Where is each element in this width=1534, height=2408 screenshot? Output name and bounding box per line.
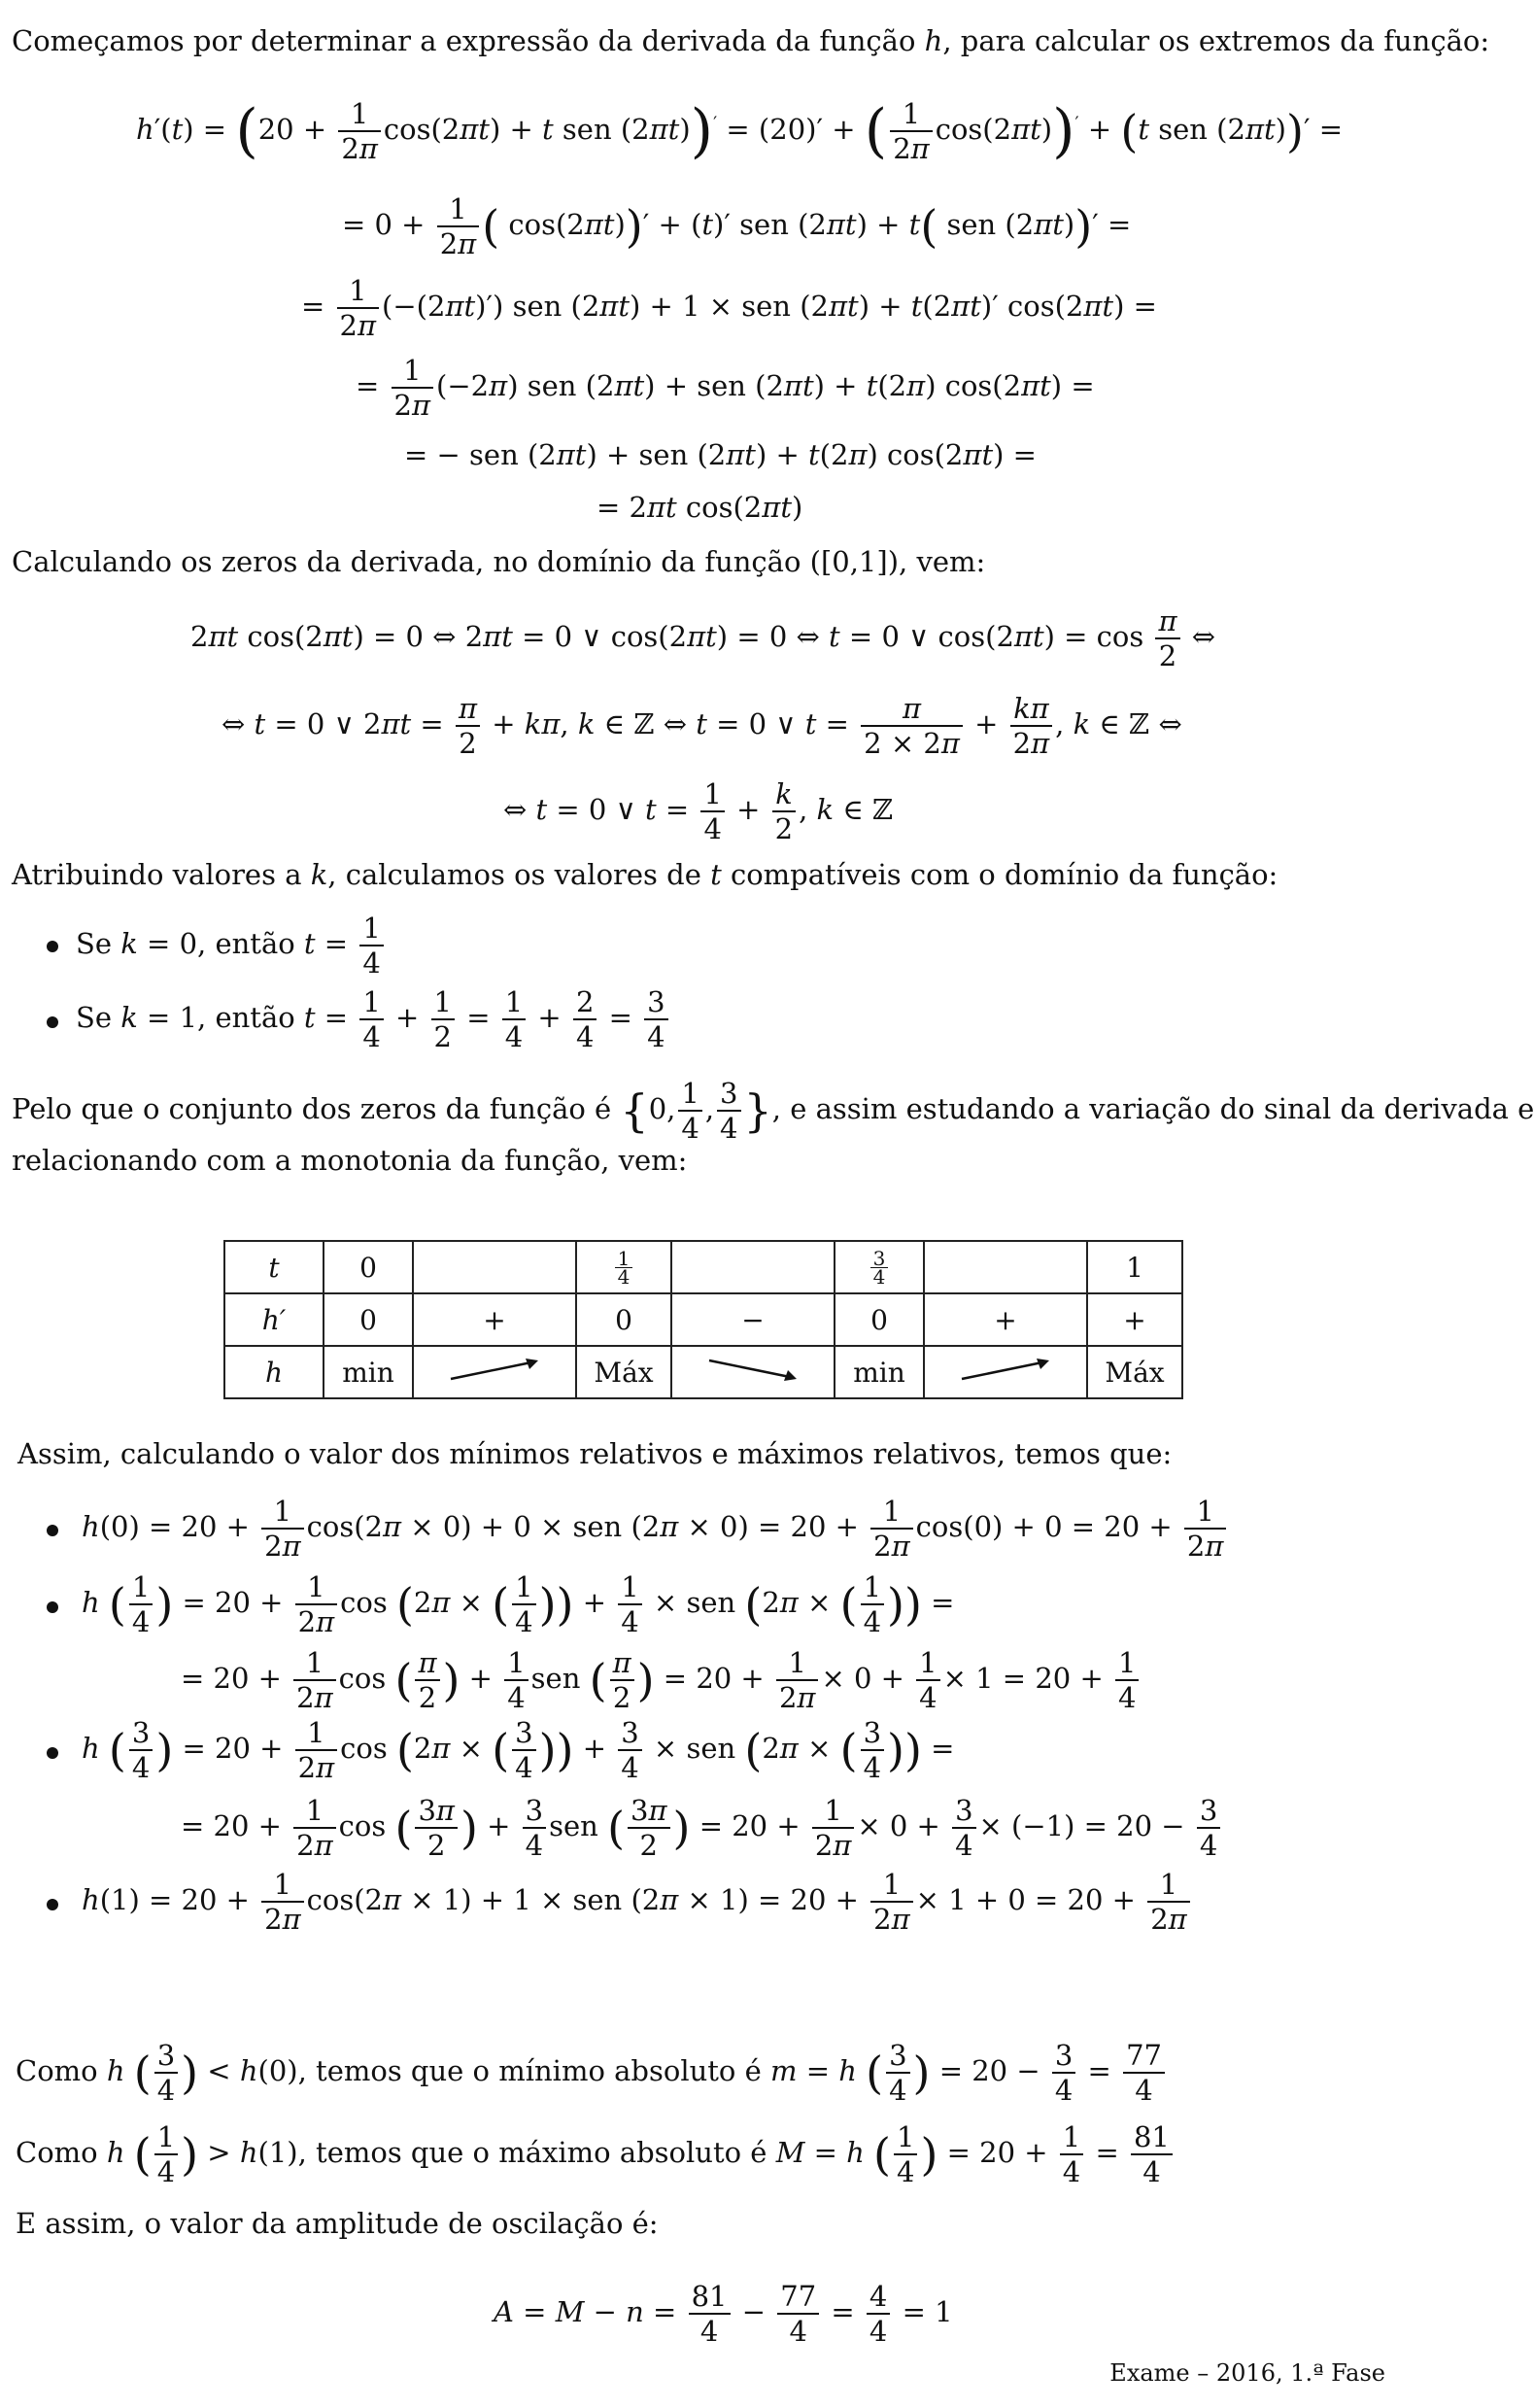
table-cell — [413, 1241, 576, 1293]
bullet — [47, 1016, 58, 1028]
table-row-h — [224, 1346, 1182, 1398]
table-cell — [924, 1346, 1087, 1398]
bullet — [47, 1899, 58, 1910]
table-cell: t — [224, 1241, 324, 1293]
derivative-line-4: = $\frac{1}{2\pi}$ (−2π) sen (2πt) + sen (2πt) + t(2π) cos(2πt) = — [356, 354, 1095, 422]
amplitude-formula: A = M − n = $\frac{81}{4}$ − $\frac{77}{4}$ = $\frac{4}{4}$ = 1 — [494, 2280, 953, 2348]
k-item-1: Se k = 0, então t = $\frac{1}{4}$ — [76, 912, 387, 980]
derivative-line-6: = 2πt cos(2πt) — [597, 491, 803, 524]
bullet — [47, 941, 58, 952]
bullet — [47, 1747, 58, 1759]
bullet — [47, 1601, 58, 1613]
zeros-line-1: 2πt cos(2πt) = 0 ⇔ 2πt = 0 ∨ cos(2πt) = 0 ⇔ t = 0 ∨ cos(2πt) = cos $\frac{\pi}{2}$ ⇔ — [190, 604, 1216, 672]
increasing-arrow-icon — [957, 1355, 1054, 1384]
table-row-derivative — [224, 1293, 1182, 1346]
zeros-line-2: ⇔ t = 0 ∨ 2πt = $\frac{\pi}{2}$ + kπ, k ∈ ℤ ⇔ t = 0 ∨ t = $\frac{\pi}{2 \times 2\pi}$ + $\frac{k\pi}{2\pi}$ , k ∈ ℤ ⇔ — [222, 692, 1182, 760]
calc-intro: Assim, calculando o valor dos mínimos relativos e máximos relativos, temos que: — [17, 1437, 1173, 1470]
increasing-arrow-icon — [446, 1355, 543, 1384]
table-cell: min — [835, 1346, 924, 1398]
table-cell: Máx — [1087, 1346, 1182, 1398]
table-cell: − — [671, 1293, 835, 1346]
table-cell: $\frac{1}{4}$ — [576, 1241, 671, 1293]
set-text-1: Pelo que o conjunto dos zeros da função é {0, $\frac{1}{4}$ , $\frac{3}{4}$ }, e assim estudando a variação do sinal da derivada e — [12, 1077, 1534, 1145]
como-maximum: Como h ( $\frac{1}{4}$ ) > h(1), temos que o máximo absoluto é M = h ( $\frac{1}{4}$ ) = 20 + $\frac{1}{4}$ = $\frac{81}{4}$ — [16, 2120, 1176, 2188]
table-cell: h — [224, 1346, 324, 1398]
table-cell — [671, 1346, 835, 1398]
table-cell — [671, 1241, 835, 1293]
bullet — [47, 1525, 58, 1536]
derivative-line-3: = $\frac{1}{2\pi}$ (−(2πt)′) sen (2πt) + 1 × sen (2πt) + t(2πt)′ cos(2πt) = — [301, 274, 1157, 342]
zeros-intro: Calculando os zeros da derivada, no domínio da função ([0,1]), vem: — [12, 545, 986, 578]
table-cell: 1 — [1087, 1241, 1182, 1293]
k-item-2: Se k = 1, então t = $\frac{1}{4}$ + $\frac{1}{2}$ = $\frac{1}{4}$ + $\frac{2}{4}$ = $\frac{3}{4}$ — [76, 985, 671, 1053]
calc-h0: h(0) = 20 + $\frac{1}{2\pi}$ cos(2π × 0) + 0 × sen (2π × 0) = 20 + $\frac{1}{2\pi}$ cos(0) + 0 = 20 + $\frac{1}{2\pi}$ — [82, 1495, 1229, 1563]
table-row-t — [224, 1241, 1182, 1293]
derivative-line-1: h′(t) = (20 + $\frac{1}{2\pi}$ cos(2πt) + t sen (2πt))′ = (20)′ + ( $\frac{1}{2\pi}$ cos(2πt))′ + (t sen (2πt))′ = — [136, 97, 1344, 165]
table-cell: + — [924, 1293, 1087, 1346]
calc-h-quarter-2: = 20 + $\frac{1}{2\pi}$ cos ( $\frac{\pi}{2}$ ) + $\frac{1}{4}$ sen ( $\frac{\pi}{2}$ ) = 20 + $\frac{1}{2\pi}$ × 0 + $\frac{1}{4}$ × 1 = 20 + $\frac{1}{4}$ — [181, 1646, 1142, 1714]
amplitude-intro: E assim, o valor da amplitude de oscilação é: — [16, 2207, 659, 2240]
table-cell: Máx — [576, 1346, 671, 1398]
table-cell: h′ — [224, 1293, 324, 1346]
table-cell: $\frac{3}{4}$ — [835, 1241, 924, 1293]
set-text-2: relacionando com a monotonia da função, vem: — [12, 1144, 688, 1177]
table-cell: 0 — [324, 1241, 413, 1293]
variation-table — [223, 1240, 1183, 1399]
calc-h-three-quarters-2: = 20 + $\frac{1}{2\pi}$ cos ( $\frac{3\pi}{2}$ ) + $\frac{3}{4}$ sen ( $\frac{3\pi}{2}$ ) = 20 + $\frac{1}{2\pi}$ × 0 + $\frac{3}{4}$ × (−1) = 20 − $\frac{3}{4}$ — [181, 1794, 1223, 1862]
intro-text: Começamos por determinar a expressão da derivada da função h, para calcular os extremos da função: — [12, 24, 1490, 57]
calc-h1: h(1) = 20 + $\frac{1}{2\pi}$ cos(2π × 1) + 1 × sen (2π × 1) = 20 + $\frac{1}{2\pi}$ × 1 + 0 = 20 + $\frac{1}{2\pi}$ — [82, 1868, 1193, 1936]
calc-h-three-quarters: h ( $\frac{3}{4}$ ) = 20 + $\frac{1}{2\pi}$ cos (2π × ( $\frac{3}{4}$ )) + $\frac{3}{4}$ × sen (2π × ( $\frac{3}{4}$ )) = — [82, 1716, 955, 1784]
zeros-line-3: ⇔ t = 0 ∨ t = $\frac{1}{4}$ + $\frac{k}{2}$ , k ∈ ℤ — [503, 777, 894, 845]
derivative-line-5: = − sen (2πt) + sen (2πt) + t(2π) cos(2πt) = — [404, 438, 1037, 471]
table-cell: min — [324, 1346, 413, 1398]
table-cell: 0 — [576, 1293, 671, 1346]
k-intro: Atribuindo valores a k, calculamos os valores de t compatíveis com o domínio da função: — [12, 858, 1278, 891]
table-cell — [924, 1241, 1087, 1293]
table-cell: 0 — [324, 1293, 413, 1346]
calc-h-quarter: h ( $\frac{1}{4}$ ) = 20 + $\frac{1}{2\pi}$ cos (2π × ( $\frac{1}{4}$ )) + $\frac{1}{4}$ × sen (2π × ( $\frac{1}{4}$ )) = — [82, 1570, 955, 1638]
derivative-line-2: = 0 + $\frac{1}{2\pi}$ ( cos(2πt))′ + (t)′ sen (2πt) + t( sen (2πt))′ = — [342, 192, 1132, 260]
table-cell: 0 — [835, 1293, 924, 1346]
decreasing-arrow-icon — [704, 1355, 801, 1384]
table-cell — [413, 1346, 576, 1398]
como-minimum: Como h ( $\frac{3}{4}$ ) < h(0), temos que o mínimo absoluto é m = h ( $\frac{3}{4}$ ) = 20 − $\frac{3}{4}$ = $\frac{77}{4}$ — [16, 2039, 1168, 2107]
source-footer: Exame – 2016, 1.ª Fase — [1109, 2359, 1385, 2387]
table-cell: + — [1087, 1293, 1182, 1346]
table-cell: + — [413, 1293, 576, 1346]
